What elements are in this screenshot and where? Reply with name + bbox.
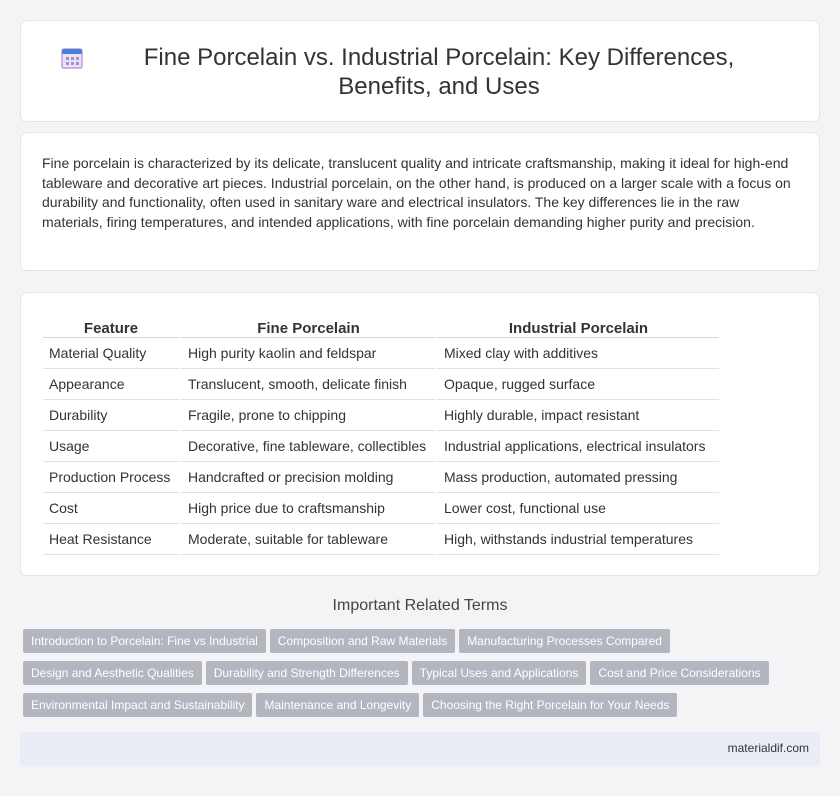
related-term-tag[interactable]: Typical Uses and Applications <box>412 661 587 685</box>
related-term-tag[interactable]: Choosing the Right Porcelain for Your Needs <box>423 693 677 717</box>
table-row <box>43 431 719 462</box>
table-row <box>43 400 719 431</box>
fine-cell: Fragile, prone to chipping <box>179 400 435 431</box>
comparison-table-card <box>20 292 820 576</box>
industrial-cell: High, withstands industrial temperatures <box>435 524 719 555</box>
table-header-row <box>43 315 719 338</box>
table-row <box>43 369 719 400</box>
related-term-tag[interactable]: Durability and Strength Differences <box>206 661 408 685</box>
feature-cell: Durability <box>43 400 179 431</box>
footer-site-link[interactable]: materialdif.com <box>727 741 809 755</box>
related-term-tag[interactable]: Cost and Price Considerations <box>590 661 768 685</box>
footer <box>20 732 820 766</box>
related-term-tag[interactable]: Environmental Impact and Sustainability <box>23 693 252 717</box>
fine-cell: Moderate, suitable for tableware <box>179 524 435 555</box>
fine-cell: Handcrafted or precision molding <box>179 462 435 493</box>
fine-cell: Decorative, fine tableware, collectibles <box>179 431 435 462</box>
summary-text: Fine porcelain is characterized by its delicate, translucent quality and intricate craftsmanship, making it ideal for high-end tableware and decorative art pieces. Industrial porcelain, on the other hand, is produced on a larger scale with a focus on durability and functionality, often used in sanitary ware and electrical insulators. The key differences lie in the raw materials, firing temperatures, and intended applications, with fine porcelain demanding higher purity and precision. <box>42 155 791 230</box>
related-terms-title: Important Related Terms <box>332 597 508 614</box>
feature-cell: Production Process <box>43 462 179 493</box>
related-term-tag[interactable]: Manufacturing Processes Compared <box>459 629 670 653</box>
feature-cell: Appearance <box>43 369 179 400</box>
table-row <box>43 524 719 555</box>
table-row <box>43 493 719 524</box>
header-fine-porcelain: Fine Porcelain <box>179 315 435 338</box>
related-term-tag[interactable]: Design and Aesthetic Qualities <box>23 661 202 685</box>
header-feature: Feature <box>43 315 179 338</box>
fine-cell: High price due to craftsmanship <box>179 493 435 524</box>
related-term-tag[interactable]: Introduction to Porcelain: Fine vs Industrial <box>23 629 266 653</box>
comparison-table <box>43 315 719 555</box>
industrial-cell: Mass production, automated pressing <box>435 462 719 493</box>
header-industrial-porcelain: Industrial Porcelain <box>435 315 719 338</box>
page-title: Fine Porcelain vs. Industrial Porcelain: Key Differences, Benefits, and Uses <box>143 44 735 100</box>
table-row <box>43 462 719 493</box>
industrial-cell: Industrial applications, electrical insulators <box>435 431 719 462</box>
industrial-cell: Mixed clay with additives <box>435 338 719 369</box>
fine-cell: Translucent, smooth, delicate finish <box>179 369 435 400</box>
industrial-cell: Highly durable, impact resistant <box>435 400 719 431</box>
feature-cell: Material Quality <box>43 338 179 369</box>
industrial-cell: Opaque, rugged surface <box>435 369 719 400</box>
title-card <box>20 20 820 122</box>
related-term-tag[interactable]: Maintenance and Longevity <box>256 693 419 717</box>
summary-card <box>20 132 820 271</box>
related-terms-list <box>23 629 823 725</box>
feature-cell: Cost <box>43 493 179 524</box>
feature-cell: Heat Resistance <box>43 524 179 555</box>
fine-cell: High purity kaolin and feldspar <box>179 338 435 369</box>
industrial-cell: Lower cost, functional use <box>435 493 719 524</box>
table-row <box>43 338 719 369</box>
related-term-tag[interactable]: Composition and Raw Materials <box>270 629 455 653</box>
feature-cell: Usage <box>43 431 179 462</box>
